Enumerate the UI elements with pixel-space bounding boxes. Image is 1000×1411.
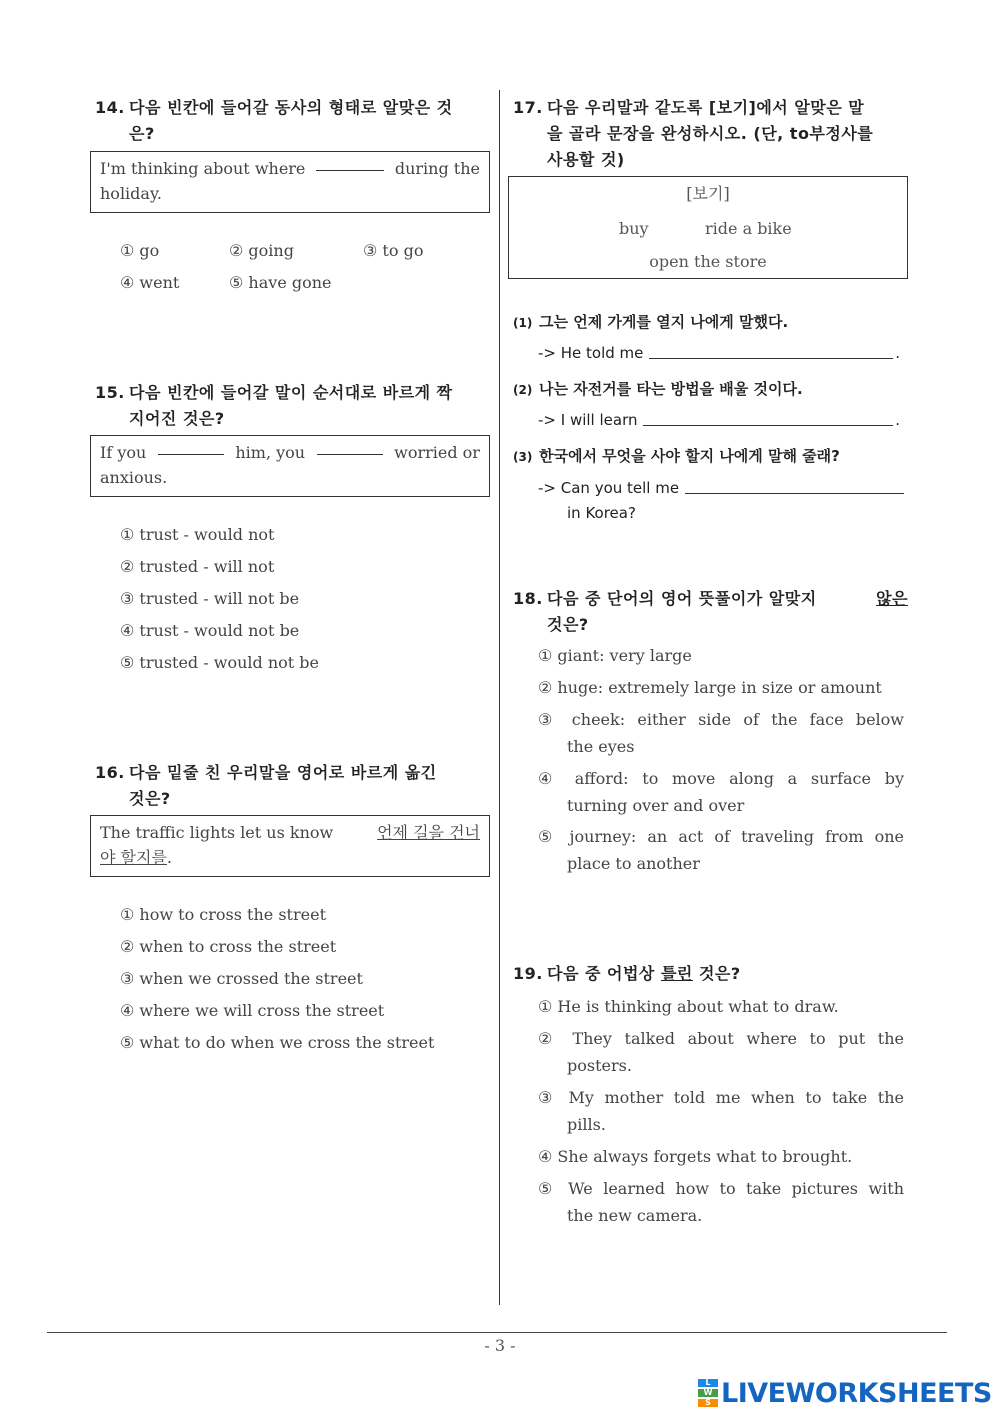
logo-letter-w: W (698, 1389, 718, 1397)
q16-option-5[interactable]: ⑤ what to do when we cross the street (120, 1033, 435, 1052)
option-text-line2: pills. (567, 1115, 606, 1134)
option-text-line2: the new camera. (567, 1206, 703, 1225)
q18-option-5[interactable] (538, 823, 904, 877)
question-text-pre: 다음 중 어법상 (547, 964, 655, 983)
question-text-line2: 은? (129, 124, 155, 143)
logo-icon (698, 1379, 718, 1407)
question-text-line1: 다음 우리말과 같도록 [보기]에서 알맞은 말 (547, 98, 865, 117)
question-number: 19. (513, 964, 543, 983)
question-15-box (90, 435, 490, 497)
example-word-open: open the store (649, 252, 767, 271)
question-number: 15. (95, 383, 125, 402)
question-text-line1: 다음 중 단어의 영어 뜻풀이가 알맞지 (547, 589, 817, 608)
q19-option-3[interactable] (538, 1084, 904, 1138)
q17-item-2-korean (513, 378, 803, 399)
question-15-title (95, 380, 490, 432)
item-number: (2) (513, 383, 533, 397)
answer-blank[interactable] (643, 411, 893, 426)
option-text: ① giant: very large (538, 646, 692, 665)
answer-end: . (895, 411, 900, 429)
footer-rule (47, 1332, 947, 1333)
question-16-box (90, 815, 490, 877)
q16-option-2[interactable]: ② when to cross the street (120, 937, 337, 956)
q15-option-2[interactable]: ② trusted - will not (120, 557, 275, 576)
example-box-title: [보기] (686, 184, 730, 203)
question-17-title (513, 95, 908, 173)
option-text-line1: ⑤ We learned how to take pictures with (538, 1179, 904, 1198)
option-text-line1: ⑤ journey: an act of traveling from one (538, 827, 904, 846)
box-text-line2: anxious. (100, 468, 168, 487)
q14-option-1[interactable]: ① go (120, 241, 160, 260)
blank-2[interactable] (317, 440, 383, 455)
question-14-title (95, 95, 490, 147)
example-word-ride: ride a bike (705, 219, 792, 238)
question-text-line2: 지어진 것은? (129, 409, 225, 428)
blank[interactable] (316, 156, 384, 171)
question-text-line1: 다음 빈칸에 들어갈 동사의 형태로 알맞은 것 (129, 98, 453, 117)
q19-option-4[interactable] (538, 1143, 904, 1170)
q15-option-1[interactable]: ① trust - would not (120, 525, 275, 544)
question-14-box (90, 151, 490, 213)
q16-option-4[interactable]: ④ where we will cross the street (120, 1001, 385, 1020)
item-number: (1) (513, 316, 533, 330)
box-text-a: If you (100, 443, 147, 462)
q17-item-1-korean (513, 311, 788, 332)
box-text-end: . (166, 848, 173, 867)
q17-item-3-answer (538, 479, 904, 497)
column-divider (499, 90, 500, 1305)
option-text-line2: turning over and over (567, 796, 745, 815)
q18-option-4[interactable] (538, 765, 904, 819)
q18-option-3[interactable] (538, 706, 904, 760)
item-korean-text: 나는 자전거를 타는 방법을 배울 것이다. (539, 380, 803, 398)
option-text-line1: ④ afford: to move along a surface by (538, 769, 904, 788)
q17-item-1-answer (538, 344, 900, 362)
q16-option-3[interactable]: ③ when we crossed the street (120, 969, 363, 988)
option-text: ④ She always forgets what to brought. (538, 1147, 853, 1166)
q14-option-3[interactable]: ③ to go (363, 241, 424, 260)
option-text-line1: ② They talked about where to put the (538, 1029, 904, 1048)
question-underlined-word: 틀린 (660, 964, 693, 983)
q18-option-1[interactable] (538, 642, 904, 669)
question-text-line2: 것은? (547, 615, 589, 634)
q14-option-5[interactable]: ⑤ have gone (229, 273, 332, 292)
q15-option-5[interactable]: ⑤ trusted - would not be (120, 653, 319, 672)
liveworksheets-logo[interactable] (698, 1376, 992, 1410)
q17-item-2-answer (538, 411, 900, 429)
item-number: (3) (513, 450, 533, 464)
question-number: 17. (513, 98, 543, 117)
question-16-title (95, 760, 490, 812)
question-18-title (513, 586, 908, 638)
question-underlined-word: 않은 (876, 589, 908, 608)
q17-item-3-end: in Korea? (567, 504, 636, 522)
answer-prefix: -> Can you tell me (538, 479, 680, 497)
option-text-line2: the eyes (567, 737, 635, 756)
question-text-line2: 을 골라 문장을 완성하시오. (단, to부정사를 (547, 124, 874, 143)
box-text-c: worried or (394, 443, 480, 462)
question-text-post: 것은? (698, 964, 741, 983)
answer-prefix: -> I will learn (538, 411, 638, 429)
answer-blank[interactable] (685, 479, 904, 494)
option-text-line1: ③ cheek: either side of the face below (538, 710, 904, 729)
item-korean-text: 한국에서 무엇을 사야 할지 나에게 말해 줄래? (539, 447, 840, 465)
q19-option-1[interactable] (538, 993, 904, 1020)
question-number: 16. (95, 763, 125, 782)
q18-option-2[interactable] (538, 674, 904, 701)
brand-name: LIVEWORKSHEETS (721, 1377, 992, 1409)
q14-option-2[interactable]: ② going (229, 241, 294, 260)
q17-item-3-korean (513, 445, 840, 466)
option-text-line1: ③ My mother told me when to take the (538, 1088, 904, 1107)
option-text: ② huge: extremely large in size or amount (538, 678, 882, 697)
box-text-pre: The traffic lights let us know (100, 823, 334, 842)
q15-option-3[interactable]: ③ trusted - will not be (120, 589, 300, 608)
option-text-line2: place to another (567, 854, 700, 873)
q15-option-4[interactable]: ④ trust - would not be (120, 621, 300, 640)
q19-option-5[interactable] (538, 1175, 904, 1229)
underlined-korean-1: 언제 길을 건너 (377, 823, 480, 842)
question-number: 18. (513, 589, 543, 608)
logo-letter-l: L (698, 1379, 718, 1387)
box-text-post: during the (394, 159, 480, 178)
box-text-line2: holiday. (100, 184, 162, 203)
answer-blank[interactable] (649, 344, 893, 359)
option-text: ① He is thinking about what to draw. (538, 997, 839, 1016)
question-19-title (513, 961, 908, 987)
q14-option-4[interactable]: ④ went (120, 273, 180, 292)
q19-option-2[interactable] (538, 1025, 904, 1079)
example-box (508, 176, 908, 279)
q16-option-1[interactable]: ① how to cross the street (120, 905, 326, 924)
page-number: - 3 - (484, 1336, 516, 1355)
answer-end: . (895, 344, 900, 362)
blank-1[interactable] (158, 440, 224, 455)
question-text-line1: 다음 빈칸에 들어갈 말이 순서대로 바르게 짝 (129, 383, 453, 402)
item-korean-text: 그는 언제 가게를 열지 나에게 말했다. (539, 313, 789, 331)
question-text-line2: 것은? (129, 789, 171, 808)
box-text-pre: I'm thinking about where (100, 159, 306, 178)
answer-prefix: -> He told me (538, 344, 644, 362)
option-text-line2: posters. (567, 1056, 632, 1075)
underlined-korean-2: 야 할지를 (100, 848, 167, 867)
question-text-line3: 사용할 것) (547, 150, 625, 169)
question-text-line1: 다음 밑줄 친 우리말을 영어로 바르게 옮긴 (129, 763, 437, 782)
box-text-b: him, you (235, 443, 306, 462)
question-number: 14. (95, 98, 125, 117)
example-word-buy: buy (619, 219, 649, 238)
logo-letter-s: S (698, 1399, 718, 1407)
